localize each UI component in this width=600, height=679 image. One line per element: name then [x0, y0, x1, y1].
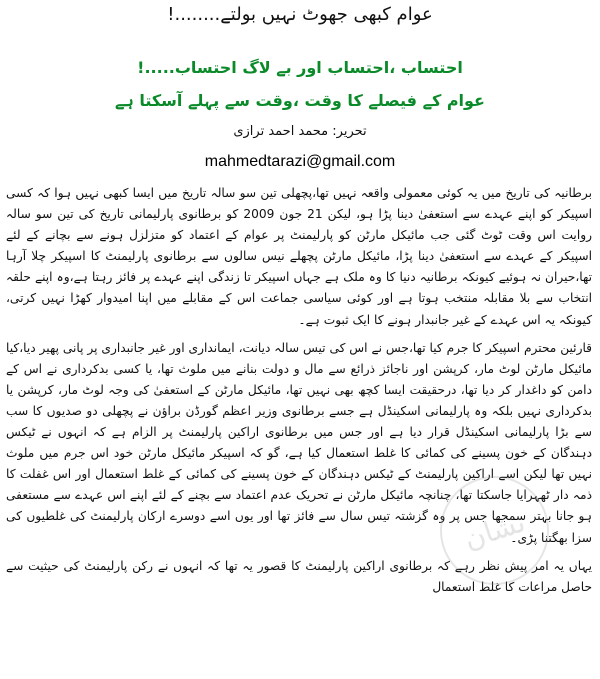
body-paragraph-2: قارئین محترم اسپیکر کا جرم کیا تھا،جس نے اس کی تیس سالہ دیانت، ایمانداری اور غیر جانبداری پر پانی پھیر دیا،کیا مائیکل مارٹن لوٹ مار، کرپشن اور ناجائز ذرائع سے مال و دولت بنانے میں ملوث تھا، یا کسی بدکرداری نے اس کے دامن کو داغدار کر دیا تھا، درحقیقت ایسا کچھ بھی نہیں تھا، مائیکل مارٹن کے استعفیٰ کی وجہ لوٹ مار، کرپشن یا بدکرداری نہیں بلکہ وہ پارلیمانی اسکینڈل ہے جسے برطانوی وزیر اعظم گورڈن براؤن نے پچھلی دو صدیوں کا سب سے بڑا پارلیمانی اسکینڈل قرار دیا ہے اور جس میں برطانوی اراکین پارلیمنٹ پر الزام ہے کہ انہوں نے ٹیکس دہندگان کے خون پسینے کی کمائی کا غلط استعمال کیا ہے، گو کہ اسپیکر مائیکل مارٹن خود اس جرم میں ملوث نہیں تھا لیکن اسے اراکین پارلیمنٹ کے ٹیکس دہندگان کے خون پسینے کی کمائی کے غلط استعمال اور اس غفلت کا ذمہ دار ٹھہرایا جاسکتا تھا، چنانچہ مائیکل مارٹن نے تحریک عدم اعتماد سے بچنے کے لئے اپنے اس عہدے سے مستعفی ہو جانا بہتر سمجھا جس پر وہ گزشتہ تیس سال سے فائز تھا اور یوں اسے دوسرے ارکان پارلیمنٹ کی غلطیوں کی سزا بھگتنا پڑی۔ — [6, 340, 592, 545]
body-paragraph-3: یہاں یہ امر پیش نظر رہے کہ برطانوی اراکین پارلیمنٹ کا قصور یہ تھا کہ انہوں نے رکن پارلیمنٹ کی حیثیت سے حاصل مراعات کا غلط استعمال — [6, 558, 592, 594]
article-subtitle-1: احتساب ،احتساب اور بے لاگ احتساب.....! — [137, 58, 463, 77]
author-byline: تحریر: محمد احمد ترازی — [233, 124, 367, 139]
article-subtitle-2: عوام کے فیصلے کا وقت ،وقت سے پہلے آسکتا ہے — [115, 91, 485, 110]
article-title: عوام کبھی جھوٹ نہیں بولتے........! — [167, 4, 433, 25]
watermark-text: نشان — [459, 505, 530, 556]
body-paragraph-1: برطانیہ کی تاریخ میں یہ کوئی معمولی واقعہ نہیں تھا،پچھلی تین سو سالہ تاریخ میں ایسا کبھی نہیں ہوا کہ کسی اسپیکر کو اپنے عہدے سے استعفیٰ دینا پڑا ہو، لیکن 21 جون 2009 کو برطانوی پارلیمانی تاریخ کی تین سو سالہ روایت اس وقت ٹوٹ گئی جب مائیکل مارٹن کو پارلیمنٹ پر عوام کے اعتماد کو متزلزل ہونے سے بچانے کے لئے اسپیکر کے عہدے سے استعفیٰ دینا پڑا، مائیکل مارٹن پچھلے نیس سالوں سے برطانوی پارلیمنٹ کا اسپیکر چلا آرہا تھا،حیران نہ ہوئیے کیونکہ برطانیہ دنیا کا وہ ملک ہے جہاں اسپیکر تا زندگی اپنے عہدے پر فائز رہتا ہے،وہ اپنے حلقہ انتخاب سے بلا مقابلہ منتخب ہوتا ہے اور کوئی سیاسی جماعت اس کے مقابلے میں اپنا امیدوار کھڑا نہیں کرتی، کیونکہ یہ اس عہدے کے غیر جانبدار ہونے کا ایک ثبوت ہے۔ — [6, 186, 593, 327]
author-email[interactable]: mahmedtarazi@gmail.com — [204, 153, 396, 170]
